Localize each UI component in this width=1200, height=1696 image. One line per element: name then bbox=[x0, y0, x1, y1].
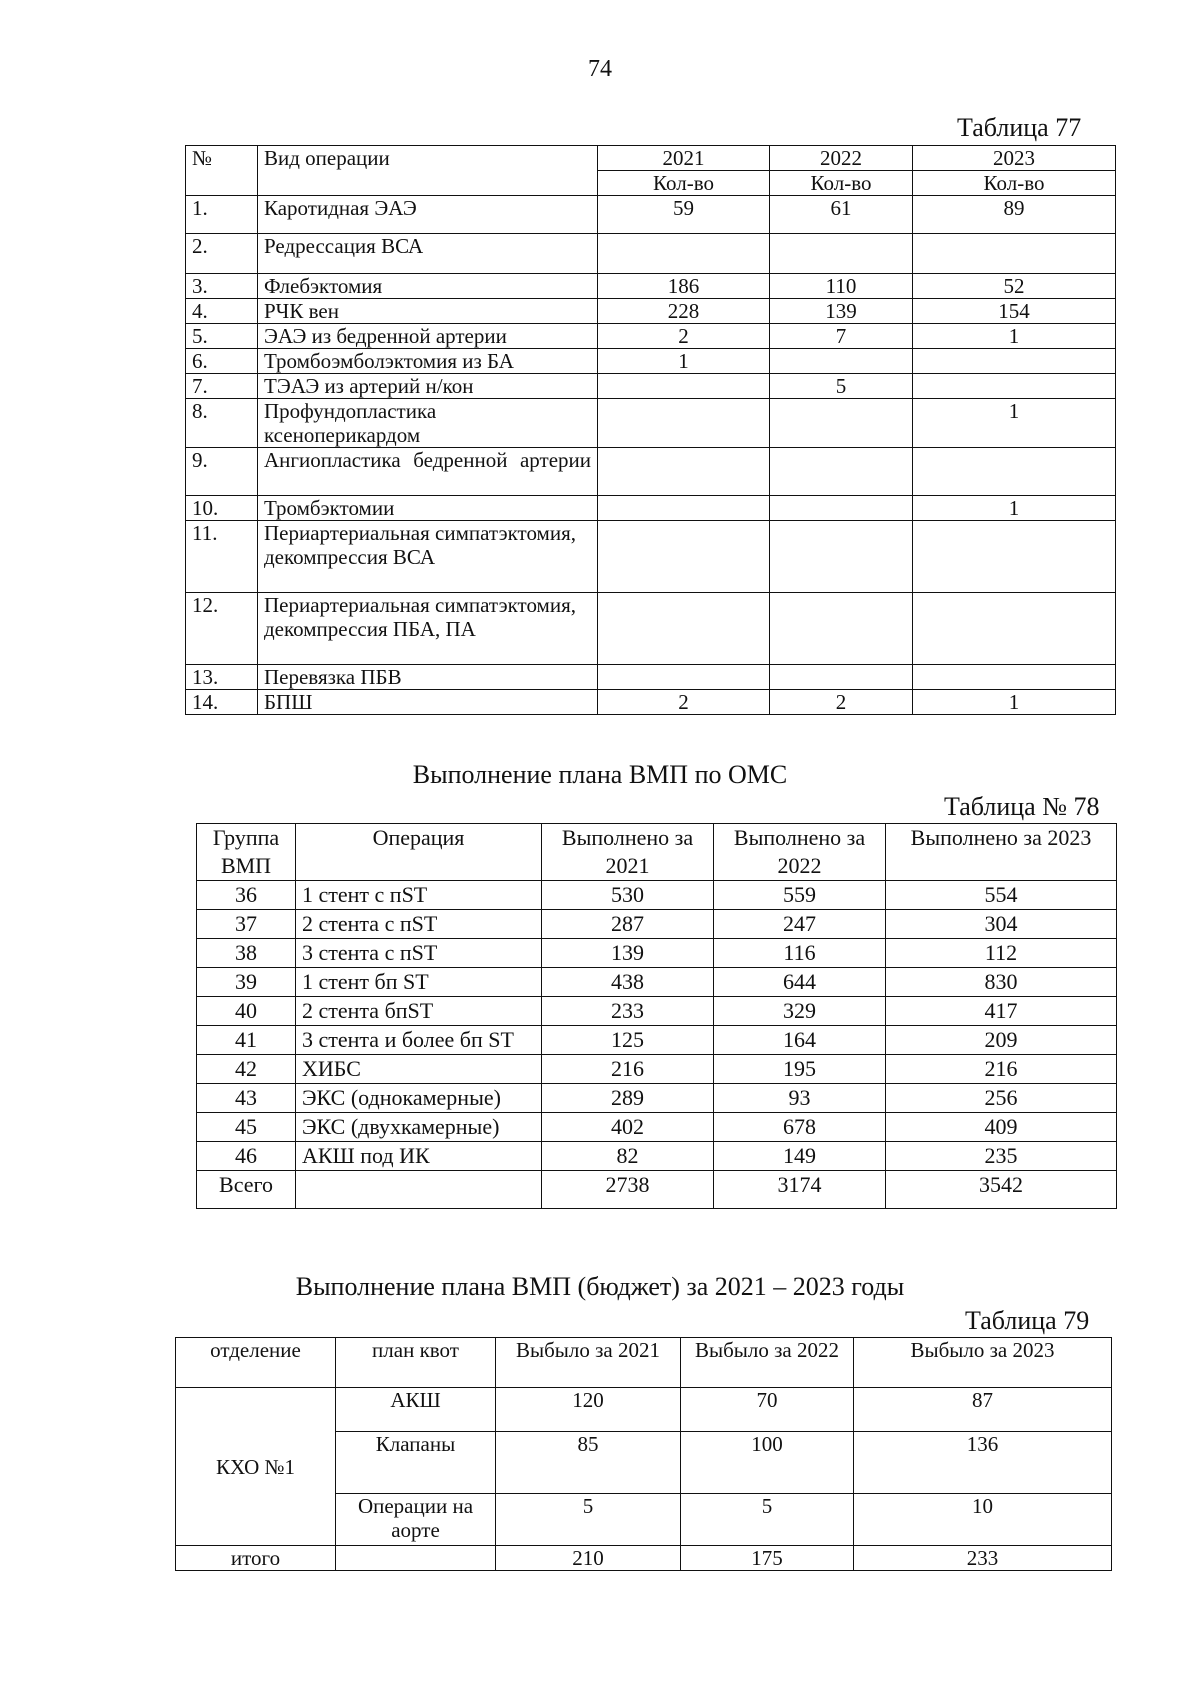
value-cell: 1 bbox=[913, 399, 1116, 448]
total-label: итого bbox=[176, 1546, 336, 1571]
table-row bbox=[197, 1055, 1117, 1084]
operation-name: АКШ под ИК bbox=[296, 1142, 542, 1171]
vmp-group: 43 bbox=[197, 1084, 296, 1113]
value-cell bbox=[770, 665, 913, 690]
operation-name: Периартериальная симпатэктомия, декомпрессия ПБА, ПА bbox=[258, 593, 598, 665]
table-row bbox=[186, 521, 1116, 593]
value-cell bbox=[913, 234, 1116, 274]
page-number: 74 bbox=[588, 56, 612, 82]
table-row bbox=[197, 997, 1117, 1026]
value-cell: 209 bbox=[886, 1026, 1117, 1055]
total-value: 175 bbox=[681, 1546, 854, 1571]
value-cell: 120 bbox=[496, 1388, 681, 1432]
value-cell bbox=[598, 234, 770, 274]
row-number: 12. bbox=[186, 593, 258, 665]
value-cell bbox=[598, 496, 770, 521]
value-cell bbox=[913, 374, 1116, 399]
table-row bbox=[197, 968, 1117, 997]
row-number: 7. bbox=[186, 374, 258, 399]
vmp-budget-table bbox=[175, 1337, 1112, 1571]
table-row bbox=[186, 274, 1116, 299]
value-cell: 154 bbox=[913, 299, 1116, 324]
value-cell bbox=[770, 593, 913, 665]
value-cell: 235 bbox=[886, 1142, 1117, 1171]
table-row bbox=[197, 1026, 1117, 1055]
value-cell: 2 bbox=[770, 690, 913, 715]
value-cell: 830 bbox=[886, 968, 1117, 997]
value-cell: 289 bbox=[542, 1084, 714, 1113]
value-cell: 228 bbox=[598, 299, 770, 324]
value-cell: 1 bbox=[913, 690, 1116, 715]
header-done-2023: Выполнено за 2023 bbox=[886, 824, 1117, 881]
value-cell: 233 bbox=[542, 997, 714, 1026]
value-cell: 402 bbox=[542, 1113, 714, 1142]
header-year-2023: 2023 bbox=[913, 146, 1116, 171]
operation-name: ЭКС (однокамерные) bbox=[296, 1084, 542, 1113]
header-year-2021: 2021 bbox=[598, 146, 770, 171]
value-cell bbox=[913, 593, 1116, 665]
table-row bbox=[186, 399, 1116, 448]
value-cell: 304 bbox=[886, 910, 1117, 939]
operation-name: Профундопластика ксеноперикардом bbox=[258, 399, 598, 448]
vmp-group: 37 bbox=[197, 910, 296, 939]
value-cell: 2 bbox=[598, 324, 770, 349]
value-cell: 52 bbox=[913, 274, 1116, 299]
total-plan bbox=[336, 1546, 496, 1571]
row-number: 11. bbox=[186, 521, 258, 593]
value-cell bbox=[598, 593, 770, 665]
operation-name: БПШ bbox=[258, 690, 598, 715]
header-operation-type: Вид операции bbox=[258, 146, 598, 196]
table-row bbox=[197, 1142, 1117, 1171]
value-cell: 164 bbox=[714, 1026, 886, 1055]
value-cell: 85 bbox=[496, 1432, 681, 1494]
value-cell: 5 bbox=[770, 374, 913, 399]
value-cell bbox=[770, 521, 913, 593]
row-number: 3. bbox=[186, 274, 258, 299]
value-cell: 3542 bbox=[886, 1171, 1117, 1209]
operation-name: 1 стент бп ST bbox=[296, 968, 542, 997]
row-number: 1. bbox=[186, 196, 258, 234]
header-discharged-2023: Выбыло за 2023 bbox=[854, 1338, 1112, 1388]
value-cell: 89 bbox=[913, 196, 1116, 234]
header-number: № bbox=[186, 146, 258, 196]
value-cell: 417 bbox=[886, 997, 1117, 1026]
value-cell: 3174 bbox=[714, 1171, 886, 1209]
operation-name: 3 стента с пST bbox=[296, 939, 542, 968]
operation-name: 3 стента и более бп ST bbox=[296, 1026, 542, 1055]
quota-plan-label: Клапаны bbox=[336, 1432, 496, 1494]
table-row bbox=[186, 299, 1116, 324]
table-78-heading: Выполнение плана ВМП по ОМС bbox=[412, 760, 788, 789]
value-cell: 195 bbox=[714, 1055, 886, 1084]
value-cell bbox=[770, 496, 913, 521]
value-cell: 7 bbox=[770, 324, 913, 349]
operation-name: РЧК вен bbox=[258, 299, 598, 324]
operation-name: 2 стента бпST bbox=[296, 997, 542, 1026]
operations-table bbox=[185, 145, 1116, 715]
value-cell: 136 bbox=[854, 1432, 1112, 1494]
value-cell: 70 bbox=[681, 1388, 854, 1432]
subheader-count: Кол-во bbox=[913, 171, 1116, 196]
header-vmp-group: Группа ВМП bbox=[197, 824, 296, 881]
value-cell: 139 bbox=[770, 299, 913, 324]
value-cell: 5 bbox=[496, 1494, 681, 1546]
row-number: 14. bbox=[186, 690, 258, 715]
header-discharged-2021: Выбыло за 2021 bbox=[496, 1338, 681, 1388]
operation-name: Редрессация ВСА bbox=[258, 234, 598, 274]
value-cell: 287 bbox=[542, 910, 714, 939]
value-cell bbox=[770, 448, 913, 496]
operation-name: Периартериальная симпатэктомия, декомпрессия ВСА bbox=[258, 521, 598, 593]
table-row bbox=[197, 1084, 1117, 1113]
operation-name: Каротидная ЭАЭ bbox=[258, 196, 598, 234]
department-name: КХО №1 bbox=[176, 1388, 336, 1546]
value-cell: 149 bbox=[714, 1142, 886, 1171]
header-department: отделение bbox=[176, 1338, 336, 1388]
table-row bbox=[186, 496, 1116, 521]
value-cell bbox=[913, 448, 1116, 496]
operation-name: Флебэктомия bbox=[258, 274, 598, 299]
table-77-caption: Таблица 77 bbox=[957, 113, 1082, 142]
table-row bbox=[186, 324, 1116, 349]
table-79-caption: Таблица 79 bbox=[965, 1306, 1090, 1335]
row-number: 4. bbox=[186, 299, 258, 324]
value-cell: 112 bbox=[886, 939, 1117, 968]
table-row bbox=[197, 1171, 1117, 1209]
vmp-group: 46 bbox=[197, 1142, 296, 1171]
row-number: 8. bbox=[186, 399, 258, 448]
value-cell bbox=[913, 349, 1116, 374]
header-quota-plan: план квот bbox=[336, 1338, 496, 1388]
value-cell: 2738 bbox=[542, 1171, 714, 1209]
row-number: 6. bbox=[186, 349, 258, 374]
value-cell bbox=[770, 349, 913, 374]
value-cell: 247 bbox=[714, 910, 886, 939]
table-row bbox=[197, 939, 1117, 968]
table-row bbox=[197, 881, 1117, 910]
value-cell: 186 bbox=[598, 274, 770, 299]
value-cell: 644 bbox=[714, 968, 886, 997]
value-cell: 554 bbox=[886, 881, 1117, 910]
table-row bbox=[186, 374, 1116, 399]
operation-name: Тромбэктомии bbox=[258, 496, 598, 521]
value-cell: 82 bbox=[542, 1142, 714, 1171]
quota-plan-label: АКШ bbox=[336, 1388, 496, 1432]
row-number: 9. bbox=[186, 448, 258, 496]
total-value: 233 bbox=[854, 1546, 1112, 1571]
vmp-oms-table bbox=[196, 823, 1117, 1209]
value-cell bbox=[770, 399, 913, 448]
row-number: 10. bbox=[186, 496, 258, 521]
value-cell: 438 bbox=[542, 968, 714, 997]
header-year-2022: 2022 bbox=[770, 146, 913, 171]
value-cell bbox=[598, 448, 770, 496]
value-cell: 59 bbox=[598, 196, 770, 234]
table-row bbox=[186, 665, 1116, 690]
table-row bbox=[186, 349, 1116, 374]
value-cell: 61 bbox=[770, 196, 913, 234]
value-cell: 139 bbox=[542, 939, 714, 968]
value-cell: 530 bbox=[542, 881, 714, 910]
vmp-group: 45 bbox=[197, 1113, 296, 1142]
quota-plan-label: Операции на аорте bbox=[336, 1494, 496, 1546]
table-row bbox=[197, 910, 1117, 939]
row-number: 5. bbox=[186, 324, 258, 349]
vmp-group: 42 bbox=[197, 1055, 296, 1084]
operation-name: Перевязка ПБВ bbox=[258, 665, 598, 690]
row-number: 13. bbox=[186, 665, 258, 690]
value-cell: 216 bbox=[886, 1055, 1117, 1084]
total-value: 210 bbox=[496, 1546, 681, 1571]
value-cell: 110 bbox=[770, 274, 913, 299]
table-row bbox=[186, 196, 1116, 234]
operation-name: Тромбоэмболэктомия из БА bbox=[258, 349, 598, 374]
table-79-heading: Выполнение плана ВМП (бюджет) за 2021 – 2023 годы bbox=[295, 1272, 905, 1301]
value-cell: 2 bbox=[598, 690, 770, 715]
value-cell bbox=[598, 521, 770, 593]
vmp-group: 41 bbox=[197, 1026, 296, 1055]
value-cell: 10 bbox=[854, 1494, 1112, 1546]
subheader-count: Кол-во bbox=[770, 171, 913, 196]
vmp-group: 38 bbox=[197, 939, 296, 968]
value-cell bbox=[598, 399, 770, 448]
value-cell: 409 bbox=[886, 1113, 1117, 1142]
value-cell: 1 bbox=[913, 324, 1116, 349]
value-cell: 5 bbox=[681, 1494, 854, 1546]
value-cell: 678 bbox=[714, 1113, 886, 1142]
value-cell: 329 bbox=[714, 997, 886, 1026]
operation-name: ЭАЭ из бедренной артерии bbox=[258, 324, 598, 349]
value-cell bbox=[598, 374, 770, 399]
header-done-2021: Выполнено за 2021 bbox=[542, 824, 714, 881]
vmp-group: 39 bbox=[197, 968, 296, 997]
vmp-group: 36 bbox=[197, 881, 296, 910]
value-cell bbox=[598, 665, 770, 690]
operation-name: 2 стента с пST bbox=[296, 910, 542, 939]
value-cell: 1 bbox=[913, 496, 1116, 521]
value-cell bbox=[913, 665, 1116, 690]
value-cell: 87 bbox=[854, 1388, 1112, 1432]
table-row bbox=[186, 690, 1116, 715]
row-number: 2. bbox=[186, 234, 258, 274]
table-row bbox=[186, 448, 1116, 496]
value-cell: 93 bbox=[714, 1084, 886, 1113]
value-cell: 125 bbox=[542, 1026, 714, 1055]
header-discharged-2022: Выбыло за 2022 bbox=[681, 1338, 854, 1388]
value-cell: 116 bbox=[714, 939, 886, 968]
value-cell: 100 bbox=[681, 1432, 854, 1494]
value-cell bbox=[770, 234, 913, 274]
operation-name: ХИБС bbox=[296, 1055, 542, 1084]
table-row bbox=[186, 593, 1116, 665]
operation-name: ТЭАЭ из артерий н/кон bbox=[258, 374, 598, 399]
subheader-count: Кол-во bbox=[598, 171, 770, 196]
operation-name: 1 стент с пST bbox=[296, 881, 542, 910]
header-operation: Операция bbox=[296, 824, 542, 881]
value-cell bbox=[913, 521, 1116, 593]
header-done-2022: Выполнено за 2022 bbox=[714, 824, 886, 881]
operation-name bbox=[296, 1171, 542, 1209]
value-cell: 1 bbox=[598, 349, 770, 374]
table-row bbox=[197, 1113, 1117, 1142]
table-78-caption: Таблица № 78 bbox=[944, 792, 1100, 821]
value-cell: 256 bbox=[886, 1084, 1117, 1113]
operation-name: ЭКС (двухкамерные) bbox=[296, 1113, 542, 1142]
value-cell: 216 bbox=[542, 1055, 714, 1084]
value-cell: 559 bbox=[714, 881, 886, 910]
vmp-group: Всего bbox=[197, 1171, 296, 1209]
vmp-group: 40 bbox=[197, 997, 296, 1026]
table-row bbox=[186, 234, 1116, 274]
operation-name: Ангиопластика бедренной артерии bbox=[258, 448, 598, 496]
